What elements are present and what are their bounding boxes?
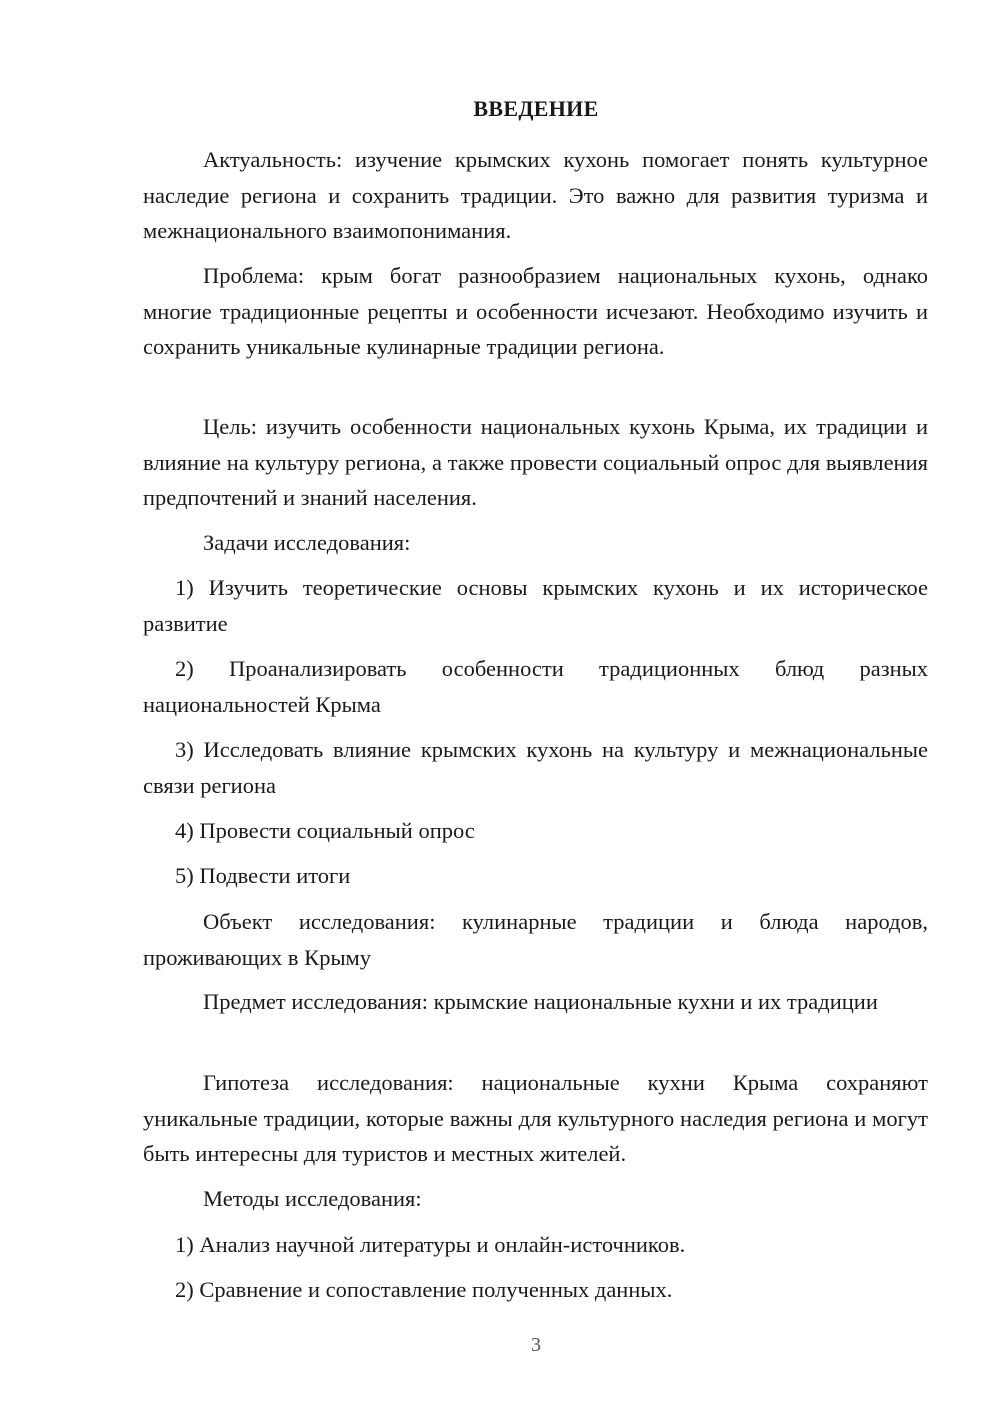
method-item-2: 2) Сравнение и сопоставление полученных данных. [175,1277,673,1302]
task-item-1: 1) Изучить теоретические основы крымских кухонь и их историческое развитие [143,575,928,636]
task-item-5: 5) Подвести итоги [175,863,351,888]
task-item-3: 3) Исследовать влияние крымских кухонь на культуру и межнациональные связи региона [143,737,928,798]
page-number: 3 [531,1334,541,1356]
method-item-1: 1) Анализ научной литературы и онлайн-источников. [175,1232,686,1257]
page-title: ВВЕДЕНИЕ [473,96,599,121]
task-item-4: 4) Провести социальный опрос [175,818,475,843]
paragraph-problem: Проблема: крым богат разнообразием национальных кухонь, однако многие традиционные рецепты и особенности исчезают. Необходимо изучить и сохранить уникальные кулинарные традиции региона. [143,263,928,359]
paragraph-relevance: Актуальность: изучение крымских кухонь помогает понять культурное наследие региона и сохранить традиции. Это важно для развития туризма и межнационального взаимопонимания. [143,147,928,243]
paragraph-goal: Цель: изучить особенности национальных кухонь Крыма, их традиции и влияние на культуру региона, а также провести социальный опрос для выявления предпочтений и знаний населения. [143,414,928,510]
paragraph-object: Объект исследования: кулинарные традиции и блюда народов, проживающих в Крыму [143,909,928,970]
paragraph-hypothesis: Гипотеза исследования: национальные кухни Крыма сохраняют уникальные традиции, которые важны для культурного наследия региона и могут быть интересны для туристов и местных жителей. [143,1070,928,1166]
task-item-2: 2) Проанализировать особенности традиционных блюд разных национальностей Крыма [143,656,928,717]
paragraph-subject: Предмет исследования: крымские национальные кухни и их традиции [203,989,878,1014]
tasks-heading: Задачи исследования: [203,530,411,555]
methods-heading: Методы исследования: [203,1186,422,1211]
